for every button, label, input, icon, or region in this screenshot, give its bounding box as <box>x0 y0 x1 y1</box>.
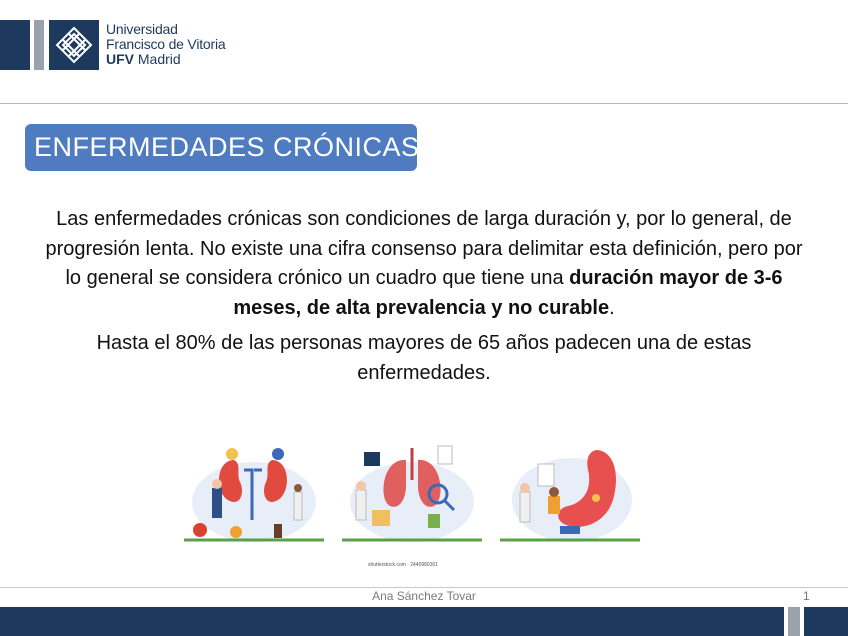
stomach-illustration-icon <box>500 440 640 550</box>
paragraph-1-end: . <box>609 296 615 319</box>
logo-line2: Francisco de Vitoria <box>106 36 226 52</box>
header-band <box>0 20 30 70</box>
ufv-logo-icon <box>49 20 99 70</box>
footer-divider <box>0 587 848 588</box>
footer-stripe <box>788 607 800 636</box>
kidney-illustration-icon <box>184 440 324 550</box>
slide-title: ENFERMEDADES CRÓNICAS <box>25 124 417 171</box>
footer-band-right <box>804 607 848 636</box>
bold-prevalence: de alta prevalencia y no curable <box>306 296 610 319</box>
page-number: 1 <box>803 589 810 603</box>
footer-author: Ana Sánchez Tovar <box>372 589 476 603</box>
lungs-illustration-icon <box>342 440 482 550</box>
logo-line3 <box>106 52 225 67</box>
paragraph-1 <box>40 205 808 323</box>
logo-ufv: UFV <box>106 51 134 67</box>
header-stripe <box>34 20 44 70</box>
paragraph-1-text: Las enfermedades crónicas son condiciones de larga duración y, por lo general, de progresión lenta. No existe una cifra consenso para delimitar esta definición, pero por lo general se considera crónico un cuadro que tiene una <box>45 208 803 290</box>
logo-line1: Universidad <box>106 21 178 37</box>
footer-band <box>0 607 784 636</box>
bold-separator: , <box>295 296 307 319</box>
image-credit: shutterstock.com · 2440980301 <box>368 562 439 568</box>
slide-body <box>40 205 808 389</box>
university-logo-text <box>106 22 225 67</box>
logo-madrid: Madrid <box>134 51 181 67</box>
bold-duration: duración mayor de 3-6 meses <box>233 267 783 319</box>
paragraph-2: Hasta el 80% de las personas mayores de 65 años padecen una de estas enfermedades. <box>96 332 752 384</box>
header-divider <box>0 103 848 104</box>
